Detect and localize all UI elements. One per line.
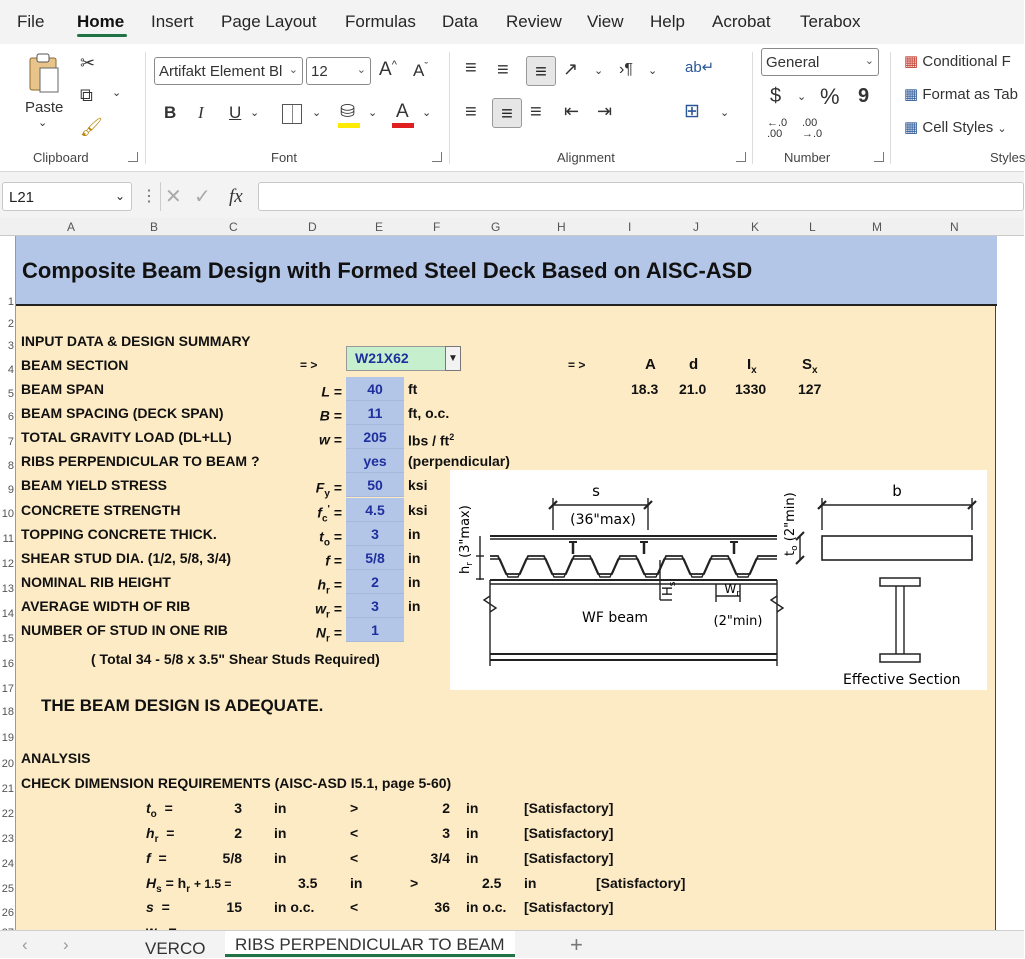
input-label: TOPPING CONCRETE THICK.: [21, 526, 217, 542]
row-header[interactable]: 8: [7, 460, 14, 472]
input-value[interactable]: 3: [371, 526, 379, 542]
divider: [752, 52, 753, 164]
check-result: [Satisfactory]: [524, 850, 614, 866]
input-label: TOTAL GRAVITY LOAD (DL+LL): [21, 429, 232, 445]
input-symbol: $w_r$ =: [315, 600, 342, 621]
shrink-font-button[interactable]: $A^ˇ$: [413, 61, 429, 80]
dropdown-arrow-icon[interactable]: ▼: [445, 346, 461, 371]
section-heading: INPUT DATA & DESIGN SUMMARY: [21, 333, 251, 349]
check-result: [Satisfactory]: [524, 800, 614, 816]
row-header[interactable]: 25: [1, 883, 14, 895]
input-value[interactable]: yes: [363, 453, 387, 469]
input-symbol: $t_o$ =: [319, 528, 342, 549]
number-format-select[interactable]: General ⌄: [761, 48, 879, 76]
prop-header-ix: $I_x$: [747, 356, 757, 376]
fill-color-icon[interactable]: ⛁: [340, 101, 356, 121]
check-expression: $t_o$ =: [146, 800, 173, 820]
chevron-down-icon[interactable]: ⌄: [312, 107, 322, 119]
check-unit: in: [350, 875, 363, 891]
chevron-down-icon: ⌄: [114, 189, 125, 203]
row-header[interactable]: 2: [7, 318, 14, 330]
input-value[interactable]: 5/8: [365, 550, 385, 566]
prop-header-depth: d: [689, 356, 699, 373]
deck-section-diagram: [450, 470, 987, 690]
arrow-text: = >: [568, 358, 586, 372]
chevron-down-icon[interactable]: ⌄: [594, 65, 604, 77]
bold-button[interactable]: B: [164, 103, 177, 122]
formula-input[interactable]: [258, 182, 1024, 211]
check-unit: in: [274, 800, 287, 816]
comma-button[interactable]: 9: [858, 85, 870, 107]
chevron-down-icon: ⌄: [864, 55, 874, 67]
copy-icon[interactable]: ⧉: [80, 85, 93, 105]
row-header[interactable]: 17: [1, 683, 14, 695]
row-header[interactable]: 24: [1, 858, 14, 870]
input-label: BEAM SPAN: [21, 381, 104, 397]
check-unit: in: [274, 850, 287, 866]
input-unit: lbs / $ft^2$: [408, 432, 455, 449]
vertical-scroll-area[interactable]: [997, 236, 1024, 930]
tab-view[interactable]: View: [587, 12, 624, 31]
insert-function-button[interactable]: fx: [229, 186, 243, 207]
chevron-down-icon[interactable]: ⌄: [720, 107, 730, 119]
enter-icon[interactable]: ✓: [194, 186, 211, 208]
check-expression: $H_s = h_r + 1.5$ =: [146, 875, 232, 895]
sheet-tab-ribs[interactable]: RIBS PERPENDICULAR TO BEAM: [225, 931, 515, 957]
row-header[interactable]: 20: [1, 758, 14, 770]
check-expression: $h_r$ =: [146, 825, 175, 845]
dialog-launcher-icon[interactable]: [736, 152, 746, 162]
prop-value-ix: 1330: [735, 381, 767, 397]
input-label: CONCRETE STRENGTH: [21, 502, 181, 518]
input-label: NUMBER OF STUD IN ONE RIB: [21, 622, 228, 638]
input-unit: in: [408, 574, 421, 590]
check-row-partial: [146, 922, 177, 930]
align-left-icon[interactable]: ≡: [465, 101, 477, 123]
check-operator: >: [350, 800, 359, 816]
check-value: 3.5: [298, 875, 318, 891]
add-sheet-button[interactable]: +: [570, 932, 583, 957]
check-unit: in o.c.: [274, 899, 315, 915]
input-value[interactable]: 3: [371, 598, 379, 614]
check-limit: 36: [434, 899, 450, 915]
chevron-down-icon[interactable]: ⌄: [797, 91, 807, 103]
prop-header-area: A: [645, 356, 656, 373]
input-label: SHEAR STUD DIA. (1/2, 5/8, 3/4): [21, 550, 232, 566]
worksheet[interactable]: [15, 236, 996, 930]
check-value: 5/8: [222, 850, 242, 866]
beam-section-value: W21X62: [355, 350, 409, 366]
row-header[interactable]: 19: [1, 732, 14, 744]
check-limit-unit: in: [466, 850, 479, 866]
group-font-label: Font: [271, 150, 298, 165]
row-header[interactable]: 22: [1, 808, 14, 820]
beam-section-select[interactable]: [346, 346, 461, 371]
prop-header-sx: $S_x$: [802, 356, 818, 376]
check-operator: >: [410, 875, 419, 891]
wr-label: $W_r$: [724, 582, 740, 599]
row-header[interactable]: 16: [1, 658, 14, 670]
align-bottom-icon[interactable]: ≡: [526, 56, 556, 86]
label-beam-section: BEAM SECTION: [21, 357, 129, 373]
row-header[interactable]: 15: [1, 633, 14, 645]
input-unit: ft: [408, 381, 418, 397]
check-result: [Satisfactory]: [524, 825, 614, 841]
dialog-launcher-icon[interactable]: [128, 152, 138, 162]
title-band: [16, 236, 997, 306]
dialog-launcher-icon[interactable]: [432, 152, 442, 162]
cell-styles-button[interactable]: ▦ Cell Styles ⌄: [904, 119, 1007, 136]
check-limit-unit: in: [466, 800, 479, 816]
row-header[interactable]: 7: [7, 436, 14, 448]
row-header[interactable]: 23: [1, 833, 14, 845]
check-dimension-heading: CHECK DIMENSION REQUIREMENTS (AISC-ASD I5.1, page 5-60): [21, 775, 452, 791]
chevron-down-icon[interactable]: ⌄: [648, 65, 658, 77]
name-box[interactable]: L21 ⌄: [2, 182, 132, 211]
row-header[interactable]: 3: [7, 340, 14, 352]
input-value[interactable]: 1: [371, 622, 379, 638]
row-header[interactable]: 12: [1, 558, 14, 570]
input-value[interactable]: 50: [367, 477, 383, 493]
arrow-text: = >: [300, 358, 318, 372]
merge-center-icon[interactable]: ⊞: [684, 101, 700, 122]
input-symbol: $h_r$ =: [317, 576, 342, 597]
decrease-indent-icon[interactable]: ⇤: [564, 101, 580, 121]
row-header[interactable]: 4: [7, 364, 14, 376]
paste-icon: [26, 52, 62, 96]
divider: [449, 52, 450, 164]
analysis-heading: ANALYSIS: [21, 750, 91, 766]
row-header[interactable]: 18: [1, 706, 14, 718]
tab-help[interactable]: Help: [650, 12, 685, 31]
group-styles-label: Styles: [990, 150, 1025, 165]
row-header[interactable]: 9: [7, 484, 14, 496]
conditional-formatting-button[interactable]: ▦ Conditional F: [904, 53, 1011, 70]
check-expression: s =: [146, 899, 170, 915]
dim-s-max-label: (36"max): [570, 512, 636, 528]
conditional-formatting-icon: ▦: [904, 53, 919, 70]
input-unit: ksi: [408, 477, 428, 493]
chevron-down-icon[interactable]: ⌄: [112, 87, 122, 99]
group-alignment-label: Alignment: [557, 150, 615, 165]
input-label: BEAM YIELD STRESS: [21, 477, 167, 493]
prop-value-sx: 127: [798, 381, 822, 397]
input-value[interactable]: 11: [367, 405, 383, 421]
percent-button[interactable]: %: [820, 84, 840, 109]
input-unit: (perpendicular): [408, 453, 510, 469]
input-unit: in: [408, 526, 421, 542]
check-limit-unit: in: [524, 875, 537, 891]
input-symbol: $F_y$ =: [315, 479, 342, 500]
input-symbol: L =: [321, 383, 342, 400]
check-value: 15: [226, 899, 242, 915]
row-header[interactable]: 6: [7, 411, 14, 423]
tab-insert[interactable]: Insert: [151, 12, 194, 31]
increase-decimal-icon[interactable]: ←.0 .00: [767, 117, 788, 140]
cancel-icon[interactable]: ✕: [165, 186, 182, 208]
chevron-down-icon: ⌄: [288, 64, 298, 76]
align-top-icon[interactable]: ≡: [465, 57, 477, 79]
chevron-down-icon: ⌄: [356, 64, 366, 76]
tab-page-layout[interactable]: Page Layout: [221, 12, 317, 31]
dialog-launcher-icon[interactable]: [874, 152, 884, 162]
input-unit: ksi: [408, 502, 428, 518]
ribbon-tabs: [0, 0, 1024, 44]
row-header[interactable]: 10: [1, 508, 14, 520]
column-headers: A B C D E F G H I J K L M N: [0, 218, 1024, 236]
check-limit: 3: [442, 825, 450, 841]
cut-icon[interactable]: ✂: [80, 53, 96, 73]
scroll-left-icon[interactable]: ‹: [22, 935, 28, 954]
sheet-title: Composite Beam Design with Formed Steel Deck Based on AISC-ASD: [22, 258, 753, 283]
check-result: [Satisfactory]: [524, 899, 614, 915]
group-clipboard-label: Clipboard: [33, 150, 89, 165]
decrease-decimal-icon[interactable]: .00 →.0: [802, 117, 823, 140]
input-symbol: B =: [319, 407, 342, 424]
tab-home[interactable]: Home: [77, 12, 125, 31]
check-limit-unit: in o.c.: [466, 899, 507, 915]
orientation-icon[interactable]: ↗: [563, 59, 579, 79]
tab-formulas[interactable]: Formulas: [345, 12, 416, 31]
chevron-down-icon[interactable]: ⌄: [368, 107, 378, 119]
format-painter-icon[interactable]: 🖌: [80, 117, 103, 137]
input-unit: in: [408, 550, 421, 566]
sheet-tab-verco[interactable]: VERCO: [145, 939, 206, 958]
row-header[interactable]: 5: [7, 388, 14, 400]
input-label: NOMINAL RIB HEIGHT: [21, 574, 171, 590]
scroll-right-icon[interactable]: ›: [63, 935, 69, 954]
align-right-icon[interactable]: ≡: [530, 101, 542, 123]
check-expression: f =: [146, 850, 167, 866]
more-options-icon[interactable]: ⋮: [141, 188, 157, 205]
effective-section-label: Effective Section: [843, 672, 961, 688]
formula-bar: [0, 172, 1024, 218]
input-label: RIBS PERPENDICULAR TO BEAM ?: [21, 453, 260, 469]
input-symbol: f =: [325, 552, 342, 569]
font-size-select[interactable]: 12 ⌄: [306, 57, 371, 85]
row-header[interactable]: 26: [1, 907, 14, 919]
check-limit-unit: in: [466, 825, 479, 841]
input-label: BEAM SPACING (DECK SPAN): [21, 405, 224, 421]
tab-review[interactable]: Review: [506, 12, 562, 31]
prop-value-depth: 21.0: [679, 381, 707, 397]
borders-icon[interactable]: [282, 104, 302, 124]
underline-button[interactable]: U: [229, 103, 242, 122]
stud-note: ( Total 34 - 5/8 x 3.5" Shear Studs Required): [91, 651, 380, 667]
dim-b-label: b: [892, 482, 902, 500]
row-header[interactable]: 14: [1, 608, 14, 620]
check-result: [Satisfactory]: [596, 875, 686, 891]
italic-button[interactable]: I: [198, 103, 204, 122]
font-name-select[interactable]: Artifakt Element Bl ⌄: [154, 57, 303, 85]
ribbon: [0, 44, 1024, 172]
grow-font-button[interactable]: A^: [379, 59, 397, 80]
chevron-down-icon[interactable]: ⌄: [250, 107, 260, 119]
tab-terabox[interactable]: Terabox: [800, 12, 861, 31]
input-value[interactable]: 40: [367, 381, 383, 397]
check-operator: <: [350, 850, 359, 866]
check-operator: <: [350, 899, 359, 915]
text-direction-icon[interactable]: ›¶: [619, 61, 633, 78]
cell-styles-icon: ▦: [904, 119, 919, 136]
chevron-down-icon[interactable]: ⌄: [422, 107, 432, 119]
to-min-label: $t_o$ (2"min): [783, 492, 800, 556]
format-as-table-button[interactable]: ▦ Format as Tab: [904, 86, 1018, 103]
input-symbol: $N_r$ =: [315, 624, 342, 645]
input-value[interactable]: 4.5: [365, 502, 385, 518]
font-color-swatch: [392, 123, 414, 128]
design-result: THE BEAM DESIGN IS ADEQUATE.: [41, 696, 324, 715]
dim-s-label: s: [592, 482, 600, 500]
wrap-text-icon[interactable]: ab↵: [685, 59, 715, 76]
input-unit: in: [408, 598, 421, 614]
divider: [890, 52, 891, 164]
align-center-icon[interactable]: ≡: [492, 98, 522, 128]
divider: [145, 52, 146, 164]
check-limit: 3/4: [430, 850, 450, 866]
paste-button[interactable]: [26, 52, 62, 96]
format-table-icon: ▦: [904, 86, 919, 103]
wr-min-label: (2"min): [713, 614, 763, 629]
input-symbol: $f_c'$ =: [317, 504, 342, 525]
align-middle-icon[interactable]: ≡: [497, 59, 509, 81]
currency-button[interactable]: $: [770, 85, 782, 107]
input-value[interactable]: 2: [371, 574, 379, 590]
hr-max-label: $h_r$ (3"max): [458, 505, 475, 574]
check-unit: in: [274, 825, 287, 841]
input-symbol: w =: [319, 431, 342, 448]
paste-label[interactable]: Paste: [25, 99, 64, 116]
tab-data[interactable]: Data: [442, 12, 478, 31]
check-value: 2: [234, 825, 242, 841]
hs-label: $H_s$: [661, 581, 678, 596]
tab-acrobat[interactable]: Acrobat: [712, 12, 771, 31]
deck-diagram-svg: [450, 470, 987, 690]
check-limit: 2.5: [482, 875, 502, 891]
group-number-label: Number: [784, 150, 831, 165]
check-limit: 2: [442, 800, 450, 816]
active-tab-indicator: [77, 34, 127, 37]
input-unit: ft, o.c.: [408, 405, 450, 421]
row-header[interactable]: 1: [7, 296, 14, 308]
check-value: 3: [234, 800, 242, 816]
fill-color-swatch: [338, 123, 360, 128]
tab-file[interactable]: File: [17, 12, 45, 31]
font-color-icon[interactable]: A: [396, 101, 409, 122]
row-header[interactable]: 13: [1, 583, 14, 595]
sheet-tab-bar: [0, 930, 1024, 958]
row-header[interactable]: 11: [2, 533, 14, 545]
check-operator: <: [350, 825, 359, 841]
input-value[interactable]: 205: [363, 429, 387, 445]
chevron-down-icon[interactable]: ⌄: [38, 117, 48, 129]
prop-value-area: 18.3: [631, 381, 659, 397]
wf-beam-label: WF beam: [582, 610, 649, 626]
row-header[interactable]: 21: [1, 783, 14, 795]
input-label: AVERAGE WIDTH OF RIB: [21, 598, 191, 614]
increase-indent-icon[interactable]: ⇥: [597, 101, 613, 121]
